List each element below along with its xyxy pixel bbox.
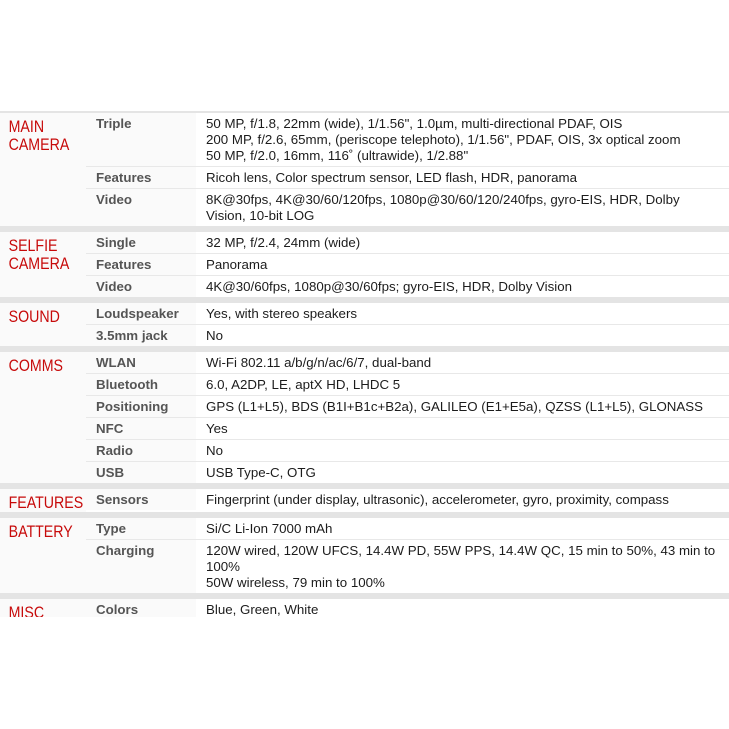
spec-section <box>0 303 729 352</box>
spec-value <box>196 352 729 373</box>
spec-label[interactable]: Sensors <box>86 489 196 510</box>
spec-value <box>196 254 729 275</box>
spec-value-line: Si/C Li-Ion 7000 mAh <box>206 521 333 536</box>
section-category[interactable]: SELFIE CAMERA <box>8 237 70 273</box>
spec-label[interactable]: Type <box>86 518 196 539</box>
spec-label[interactable]: Charging <box>86 540 196 593</box>
spec-label[interactable]: Positioning <box>86 396 196 417</box>
spec-label[interactable]: Single <box>86 232 196 253</box>
spec-value <box>196 113 729 166</box>
spec-row <box>86 418 729 440</box>
spec-value <box>196 303 729 324</box>
spec-value-line: 50 MP, f/2.0, 16mm, 116˚ (ultrawide), 1/2.88" <box>206 148 469 163</box>
section-category[interactable]: BATTERY <box>8 523 73 541</box>
spec-value <box>196 440 729 461</box>
section-rows <box>86 303 729 346</box>
section-rows <box>86 518 729 593</box>
spec-label[interactable]: Video <box>86 276 196 297</box>
spec-section <box>0 352 729 489</box>
spec-section <box>0 518 729 599</box>
spec-value <box>196 396 729 417</box>
spec-label[interactable]: Features <box>86 254 196 275</box>
spec-value <box>196 167 729 188</box>
spec-label[interactable]: WLAN <box>86 352 196 373</box>
spec-value-line: 50W wireless, 79 min to 100% <box>206 575 385 590</box>
section-rows <box>86 113 729 226</box>
spec-sheet-viewport <box>0 111 729 617</box>
section-category[interactable]: FEATURES <box>8 494 84 512</box>
section-category[interactable]: MISC <box>8 604 45 617</box>
spec-label[interactable]: 3.5mm jack <box>86 325 196 346</box>
spec-row <box>86 374 729 396</box>
spec-value <box>196 276 729 297</box>
spec-label[interactable]: NFC <box>86 418 196 439</box>
spec-value-line: 50 MP, f/1.8, 22mm (wide), 1/1.56", 1.0µm, multi-directional PDAF, OIS <box>206 116 623 131</box>
spec-value-line: Blue, Green, White <box>206 602 319 617</box>
spec-value-line: Wi-Fi 802.11 a/b/g/n/ac/6/7, dual-band <box>206 355 432 370</box>
spec-row <box>86 352 729 374</box>
spec-section <box>0 232 729 303</box>
spec-section <box>0 489 729 518</box>
spec-label[interactable]: USB <box>86 462 196 483</box>
spec-label[interactable]: Bluetooth <box>86 374 196 395</box>
spec-row <box>86 440 729 462</box>
spec-section <box>0 599 729 617</box>
spec-row <box>86 167 729 189</box>
spec-value-line: 4K@30/60fps, 1080p@30/60fps; gyro-EIS, HDR, Dolby Vision <box>206 279 573 294</box>
spec-value-line: Ricoh lens, Color spectrum sensor, LED flash, HDR, panorama <box>206 170 577 185</box>
spec-label[interactable]: Video <box>86 189 196 226</box>
spec-value-line: Yes, with stereo speakers <box>206 306 358 321</box>
spec-value <box>196 325 729 346</box>
spec-row <box>86 232 729 254</box>
spec-value-line: No <box>206 443 223 458</box>
spec-value-line: 8K@30fps, 4K@30/60/120fps, 1080p@30/60/120/240fps, gyro-EIS, HDR, Dolby Vision, 10-bit LOG <box>206 192 680 223</box>
spec-value-line: 200 MP, f/2.6, 65mm, (periscope telephoto), 1/1.56", PDAF, OIS, 3x optical zoom <box>206 132 681 147</box>
spec-value <box>196 540 729 593</box>
section-category[interactable]: COMMS <box>8 357 63 375</box>
spec-table <box>0 111 729 617</box>
section-rows <box>86 232 729 297</box>
spec-label[interactable]: Loudspeaker <box>86 303 196 324</box>
spec-value <box>196 374 729 395</box>
section-rows <box>86 352 729 483</box>
spec-label[interactable]: Radio <box>86 440 196 461</box>
spec-value-line: USB Type-C, OTG <box>206 465 316 480</box>
spec-row <box>86 325 729 346</box>
spec-label[interactable]: Triple <box>86 113 196 166</box>
spec-value <box>196 418 729 439</box>
spec-value-line: Fingerprint (under display, ultrasonic), accelerometer, gyro, proximity, compass <box>206 492 669 507</box>
spec-row <box>86 276 729 297</box>
spec-label[interactable]: Features <box>86 167 196 188</box>
section-rows <box>86 599 729 617</box>
spec-row <box>86 113 729 167</box>
spec-row <box>86 540 729 593</box>
spec-value-line: GPS (L1+L5), BDS (B1I+B1c+B2a), GALILEO (E1+E5a), QZSS (L1+L5), GLONASS <box>206 399 704 414</box>
spec-value <box>196 518 729 539</box>
spec-value-line: Panorama <box>206 257 268 272</box>
spec-row <box>86 254 729 276</box>
spec-value <box>196 489 729 510</box>
spec-row <box>86 303 729 325</box>
section-rows <box>86 489 729 512</box>
spec-row <box>86 599 729 617</box>
spec-row <box>86 518 729 540</box>
spec-row <box>86 489 729 510</box>
spec-value-line: 32 MP, f/2.4, 24mm (wide) <box>206 235 361 250</box>
section-category[interactable]: MAIN CAMERA <box>8 118 70 154</box>
spec-value <box>196 462 729 483</box>
spec-value <box>196 232 729 253</box>
spec-value-line: 6.0, A2DP, LE, aptX HD, LHDC 5 <box>206 377 401 392</box>
spec-value-line: No <box>206 328 223 343</box>
spec-row <box>86 462 729 483</box>
section-category[interactable]: SOUND <box>8 308 60 326</box>
spec-row <box>86 189 729 226</box>
spec-value <box>196 599 729 617</box>
spec-value-line: 120W wired, 120W UFCS, 14.4W PD, 55W PPS, 14.4W QC, 15 min to 50%, 43 min to 100% <box>206 543 716 574</box>
spec-row <box>86 396 729 418</box>
spec-label[interactable]: Colors <box>86 599 196 617</box>
spec-section <box>0 111 729 232</box>
spec-value-line: Yes <box>206 421 228 436</box>
spec-value <box>196 189 729 226</box>
